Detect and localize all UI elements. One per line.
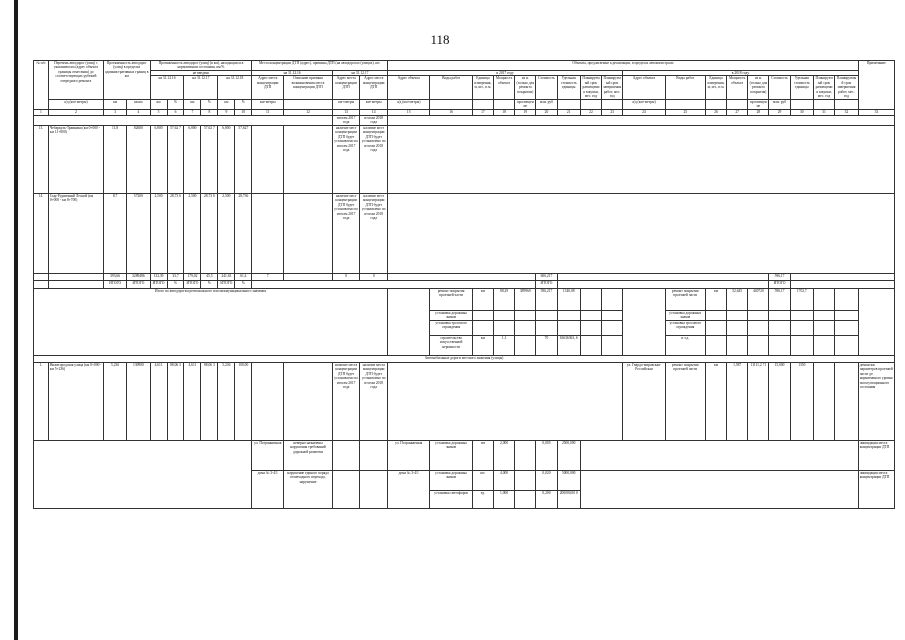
summary-cost-17: 70 bbox=[536, 335, 557, 355]
header-dtp-date1: на 31.12.16 bbox=[252, 70, 333, 75]
summary-unit-17: км bbox=[472, 335, 493, 355]
unit-addr-18: а/д (км+метры) bbox=[623, 99, 665, 109]
header-condition: Протяженность автодорог (улиц) (в км), находящихся в нормативном состоянии, км/% bbox=[150, 61, 252, 71]
road-name: Чебаркуль-Травники (км 0+000 - км 11+800) bbox=[48, 125, 103, 193]
summary-work-17: установка тросового ограждения bbox=[430, 320, 472, 335]
cond-pct-2017: 28,73 6 bbox=[201, 193, 218, 273]
unit-km: км bbox=[103, 99, 126, 109]
summary-title: Итого по автодорогам регионального или межмуниципального значения bbox=[34, 288, 388, 355]
header-planstart-18: Планируемый срок размещения закупки, мес. год bbox=[815, 76, 833, 99]
total-dtp-2018: 0 bbox=[360, 273, 388, 280]
total-pct-2018: 61,4 bbox=[235, 273, 252, 280]
colnum: 25 bbox=[665, 109, 705, 115]
header-works-17: Виды работ bbox=[430, 76, 472, 99]
object-unitcost-18: 1350 bbox=[790, 362, 813, 440]
colnum: 18 bbox=[493, 109, 514, 115]
dtp-2018: наличие мест концентрации ДТП будет установлено по итогам 2018 года bbox=[360, 193, 388, 273]
header-year-2017: в 2017 году bbox=[388, 70, 623, 75]
object-works-17: установка дорожных знаков bbox=[430, 470, 472, 490]
road-area: 57200 bbox=[127, 193, 150, 273]
object-power-17: 2,000 bbox=[493, 440, 514, 470]
header-incl-18: из н. (только для ремонта покрытия) bbox=[748, 76, 769, 99]
object-works-17: установка дорожных знаков bbox=[430, 440, 472, 470]
header-row-1 bbox=[34, 61, 895, 71]
total-length: 393,66 bbox=[103, 273, 126, 280]
header-planstart-17: Планируемый срок размещения закупки, мес. год bbox=[582, 76, 600, 99]
object-works-18: ремонт покрытия проезжей части bbox=[665, 362, 705, 440]
colnum: 33 bbox=[858, 109, 894, 115]
colnum: 24 bbox=[623, 109, 665, 115]
cond-km-2018: 2,500 bbox=[218, 193, 235, 273]
object-unitcost-17: 2500,000 bbox=[557, 440, 580, 470]
table-row bbox=[34, 362, 895, 440]
cond-pct-2017: 88,06 3 bbox=[201, 362, 218, 440]
colnum: 7 bbox=[184, 109, 201, 115]
object-cost-17: 0,020 bbox=[536, 470, 557, 490]
colnum: 26 bbox=[705, 109, 726, 115]
cond-km-2016: 2,500 bbox=[150, 193, 167, 273]
object-power-17: 4,000 bbox=[493, 470, 514, 490]
colnum: 12 bbox=[284, 109, 333, 115]
cond-km-2016: 4,611 bbox=[150, 362, 167, 440]
colnum: 30 bbox=[790, 109, 813, 115]
object-cost-17: 0,200 bbox=[536, 490, 557, 508]
dtp-2018: наличие места концентрации ДТП будет установлено по итогам 2018 года bbox=[360, 362, 388, 440]
total-km-2017: 179,02 bbox=[184, 273, 201, 280]
header-planend-18: Планируемый срок завершения работ, мес. год bbox=[836, 76, 857, 99]
header-no: № п/п bbox=[34, 61, 49, 110]
totals-label-row bbox=[34, 280, 895, 288]
colnum: 28 bbox=[748, 109, 769, 115]
unit-prosv-17: просвещение bbox=[515, 99, 536, 109]
colnum: 31 bbox=[813, 109, 834, 115]
colnum: 8 bbox=[201, 109, 218, 115]
header-dtp-addr3: Адрес места концентрации ДТП bbox=[360, 76, 388, 99]
summary-unit-17: км bbox=[472, 288, 493, 310]
cond-km-2018: 5,236 bbox=[218, 362, 235, 440]
header-incl-17: из н. (только для ремонта покрытия) bbox=[515, 76, 536, 99]
header-condition-sub: не введено bbox=[150, 70, 252, 75]
object-address-17: дома № 3-4/1 bbox=[388, 470, 430, 508]
colnum: 1 bbox=[34, 109, 49, 115]
object-power-17: 1,000 bbox=[493, 490, 514, 508]
dtp-fragment-2018: итогам 2018 года bbox=[360, 115, 388, 125]
cond-km-2017: 2,500 bbox=[184, 193, 201, 273]
colnum: 3 bbox=[103, 109, 126, 115]
label-itogo: ИТОГО bbox=[127, 280, 150, 288]
dtp-address: дома № 3-4/1 bbox=[252, 470, 284, 508]
unit-addr-km: а/д (км+метры) bbox=[48, 99, 103, 109]
header-address-18: Адрес объекта bbox=[623, 76, 665, 99]
total-km-2018: 241,63 bbox=[218, 273, 235, 280]
colnum: 27 bbox=[727, 109, 748, 115]
row-number: 13. bbox=[34, 125, 49, 193]
total-pct-2016: 33,7 bbox=[167, 273, 184, 280]
object-unit-17: шт bbox=[472, 440, 493, 470]
summary-cost-17: 596,217 bbox=[536, 288, 557, 310]
colnum: 19 bbox=[515, 109, 536, 115]
header-unitcost-17: Удельная стоимость единицы bbox=[557, 76, 580, 99]
object-cost-18: 15,000 bbox=[769, 362, 790, 440]
object-address-17: ул. Погранничная bbox=[388, 440, 430, 470]
total-area: 3289486 bbox=[127, 273, 150, 280]
road-length: 11,8 bbox=[103, 125, 126, 193]
summary-unitcost-17: 1340,08 bbox=[557, 288, 580, 310]
header-date1: на 31.12.16 bbox=[150, 76, 184, 99]
header-date3: на 31.12.18 bbox=[218, 76, 252, 99]
colnum: 9 bbox=[218, 109, 235, 115]
summary-work-17: установка дорожных знаков bbox=[430, 310, 472, 320]
summary-power-18: 52,645 bbox=[727, 288, 748, 310]
object-power-18: 1,587 bbox=[727, 362, 748, 440]
summary-incl-18: 440720 bbox=[748, 288, 769, 310]
summary-work-18: ремонт покрытия проезжей части bbox=[665, 288, 705, 310]
cond-pct-2016: 28,73 6 bbox=[167, 193, 184, 273]
colnum: 23 bbox=[602, 109, 623, 115]
header-length: Протяженность автодорог (улиц) в пределах административных границ в км bbox=[103, 61, 150, 100]
summary-power-17: 1,1 bbox=[493, 335, 514, 355]
summary-cost-18: 596,17 bbox=[769, 288, 790, 310]
dtp-reason: неверно назначены нарушения требований дорожной разметки bbox=[284, 440, 333, 470]
header-date2: на 31.12.17 bbox=[184, 76, 218, 99]
header-row-units bbox=[34, 99, 895, 109]
dtp-address: ул. Погранничная bbox=[252, 440, 284, 470]
summary-unit-18: км bbox=[705, 288, 726, 310]
colnum: 14 bbox=[360, 109, 388, 115]
unit-km-3: км bbox=[218, 99, 235, 109]
label-pct: % bbox=[201, 280, 218, 288]
header-unit-18: Единица измерения, м, шт., п.м. bbox=[705, 76, 726, 99]
unit-dtp-km3: км+метры bbox=[360, 99, 388, 109]
summary-unitcost-17: 63636363, 6 bbox=[557, 335, 580, 355]
total-km-2016: 132,39 bbox=[150, 273, 167, 280]
header-dtp-addr: Адрес места концентрации ДТП bbox=[252, 76, 284, 99]
cond-pct-2016: 88,06 3 bbox=[167, 362, 184, 440]
header-cost-17: Стоимость bbox=[536, 76, 557, 99]
road-name: Нижегородская улица (км 0+000 - км 5+236) bbox=[48, 362, 103, 440]
header-power-17: Мощность объекта bbox=[493, 76, 514, 99]
cond-pct-2018: 100,00 bbox=[235, 362, 252, 440]
colnum: 4 bbox=[127, 109, 150, 115]
object-unitcost-17: 200000,00 0 bbox=[557, 490, 580, 508]
colnum: 10 bbox=[235, 109, 252, 115]
road-area: 130900 bbox=[127, 362, 150, 440]
object-cost-17: 0,005 bbox=[536, 440, 557, 470]
header-objects: Объекты, предлагаемые к реализации, в пределах автомагистрали bbox=[388, 61, 859, 71]
unit-dtp-km: км+метры bbox=[252, 99, 284, 109]
road-objects-table bbox=[33, 60, 895, 509]
dtp-reason: нарушение единого поряда пешеходного перехода, нарушение bbox=[284, 470, 333, 508]
section-row bbox=[34, 355, 895, 362]
object-unit-18: км bbox=[705, 362, 726, 440]
table-row bbox=[34, 440, 895, 470]
header-dtp-addr2: Адрес места концентрации ДТП bbox=[332, 76, 360, 99]
unit-pct-2: % bbox=[201, 99, 218, 109]
colnum: 11 bbox=[252, 109, 284, 115]
row-note: ликвидация места концентрации ДТП bbox=[858, 440, 894, 470]
object-incl-18: 11111,2 71 bbox=[748, 362, 769, 440]
road-length: 5,236 bbox=[103, 362, 126, 440]
unit-pct-3: % bbox=[235, 99, 252, 109]
unit-km-1: км bbox=[150, 99, 167, 109]
cond-km-2018: 6,800 bbox=[218, 125, 235, 193]
cond-pct-2018: 57,627 bbox=[235, 125, 252, 193]
colnum: 29 bbox=[769, 109, 790, 115]
cond-pct-2017: 57,62 7 bbox=[201, 125, 218, 193]
section-title: Автомобильные дороги местного значения (улицы) bbox=[34, 355, 895, 362]
object-unit-17: шт. bbox=[472, 470, 493, 490]
header-row-3 bbox=[34, 76, 895, 99]
itogo-2017: ИТОГО bbox=[536, 280, 557, 288]
unit-prosv-18: просвещение bbox=[748, 99, 769, 109]
header-works-18: Виды работ bbox=[665, 76, 705, 99]
row-note: демонтаж параметров проезжей части до нормативного уровня эксплуатационного состояния bbox=[858, 362, 894, 440]
table-row bbox=[34, 125, 895, 193]
table-row bbox=[34, 193, 895, 273]
object-unitcost-17: 5000,000 bbox=[557, 470, 580, 490]
total-dtp: 7 bbox=[252, 273, 284, 280]
label-itogo: ИТОГО bbox=[184, 280, 201, 288]
header-year-2018: в 2018 году bbox=[623, 70, 858, 75]
header-roads: Перечень автодорог (улиц) с указанием км (адрес объекта границы отнесения) до соответствующих рубежей очередного ремонта bbox=[48, 61, 103, 100]
colnum: 21 bbox=[557, 109, 580, 115]
colnum: 20 bbox=[536, 109, 557, 115]
label-pct: % bbox=[235, 280, 252, 288]
summary-work-17: строительство искусственной неровности bbox=[430, 335, 472, 355]
page-number: 118 bbox=[430, 32, 450, 47]
colnum: 6 bbox=[167, 109, 184, 115]
header-notes: Примечание bbox=[858, 61, 894, 110]
object-unit-17: ед. bbox=[472, 490, 493, 508]
summary-work-18: и т.д. bbox=[665, 335, 705, 355]
colnum: 15 bbox=[388, 109, 430, 115]
table-row bbox=[34, 115, 895, 125]
cond-km-2016: 6,800 bbox=[150, 125, 167, 193]
road-name: Сыр-Рудничный Лесной (км 0+000 - км 8+700) bbox=[48, 193, 103, 273]
road-area: 82600 bbox=[127, 125, 150, 193]
object-works-17: установка светофоров bbox=[430, 490, 472, 508]
header-planend-17: Планируемый срок завершения работ, мес. год bbox=[603, 76, 622, 99]
road-length: 8,7 bbox=[103, 193, 126, 273]
unit-mln-17: млн. руб bbox=[536, 99, 557, 109]
summary-work-18: установка тросового ограждения bbox=[665, 320, 705, 335]
colnum: 13 bbox=[332, 109, 360, 115]
colnum: 22 bbox=[580, 109, 601, 115]
cond-pct-2018: 28,736 bbox=[235, 193, 252, 273]
header-dtp: Места концентрации ДТП (адрес), причины ДТП (на автодорогах (улицах), шт. bbox=[252, 61, 388, 71]
header-cost-18: Стоимость bbox=[769, 76, 790, 99]
summary-work-18: установка дорожных знаков bbox=[665, 310, 705, 320]
label-itogo: ИТОГО bbox=[218, 280, 235, 288]
label-itogo: ИТОГО bbox=[103, 280, 126, 288]
dtp-2017: наличие места концентрации ДТП будет установлено по итогам 2017 года bbox=[332, 362, 360, 440]
row-note: ликвидация места концентрации ДТП bbox=[858, 470, 894, 508]
unit-pct-1: % bbox=[167, 99, 184, 109]
total-cost-2017: 606,217 bbox=[536, 273, 557, 280]
dtp-2017: наличие мест концентрации ДТП будет установлено по итогам 2017 года bbox=[332, 193, 360, 273]
unit-mln-18: млн. руб bbox=[769, 99, 790, 109]
colnum: 5 bbox=[150, 109, 167, 115]
row-number: 1. bbox=[34, 362, 49, 440]
dtp-2018: наличие мест концентрации ДТП будет установлено по итогам 2018 года bbox=[360, 125, 388, 193]
row-number: 14. bbox=[34, 193, 49, 273]
dtp-2017: наличие мест концентрации ДТП будет установлено по итогам 2017 года bbox=[332, 125, 360, 193]
unit-sqkm: кв.км bbox=[127, 99, 150, 109]
itogo-2018: ИТОГО bbox=[769, 280, 790, 288]
summary-power-17: 88,29 bbox=[493, 288, 514, 310]
colnum: 17 bbox=[472, 109, 493, 115]
dtp-fragment-2017: итогам 2017 года bbox=[332, 115, 360, 125]
total-pct-2017: 45,5 bbox=[201, 273, 218, 280]
object-address-18: ул. Гвардо-мировская- Российская bbox=[623, 362, 665, 440]
total-cost-2018: 596,17 bbox=[769, 273, 790, 280]
header-unit-17: Единица измерения, м, шт., п.м. bbox=[472, 76, 493, 99]
page-binding-edge bbox=[14, 0, 18, 640]
cond-pct-2016: 57,62 7 bbox=[167, 125, 184, 193]
total-dtp-2017: 0 bbox=[332, 273, 360, 280]
table-row bbox=[34, 470, 895, 490]
cond-km-2017: 4,611 bbox=[184, 362, 201, 440]
summary-row bbox=[34, 288, 895, 310]
colnum: 16 bbox=[430, 109, 472, 115]
colnum: 32 bbox=[835, 109, 859, 115]
totals-row bbox=[34, 273, 895, 280]
summary-incl-17: 389960 bbox=[515, 288, 536, 310]
summary-unitcost-18: 1702,7 bbox=[790, 288, 813, 310]
header-dtp-reason: Описание причины возникновения места концентрации ДТП bbox=[284, 76, 333, 99]
header-power-18: Мощность объекта bbox=[727, 76, 748, 99]
header-unitcost-18: Удельная стоимость единицы bbox=[790, 76, 813, 99]
label-pct: % bbox=[167, 280, 184, 288]
label-itogo: ИТОГО bbox=[150, 280, 167, 288]
header-dtp-date2: на 31.12.17 bbox=[332, 70, 387, 75]
unit-km-2: км bbox=[184, 99, 201, 109]
colnum: 2 bbox=[48, 109, 103, 115]
cond-km-2017: 6,800 bbox=[184, 125, 201, 193]
unit-addr-17: а/д (км+метры) bbox=[388, 99, 430, 109]
unit-dtp-km2: км+метры bbox=[332, 99, 360, 109]
header-address-17: Адрес объекта bbox=[388, 76, 430, 99]
summary-work-17: ремонт покрытия проезжей части bbox=[430, 288, 472, 310]
